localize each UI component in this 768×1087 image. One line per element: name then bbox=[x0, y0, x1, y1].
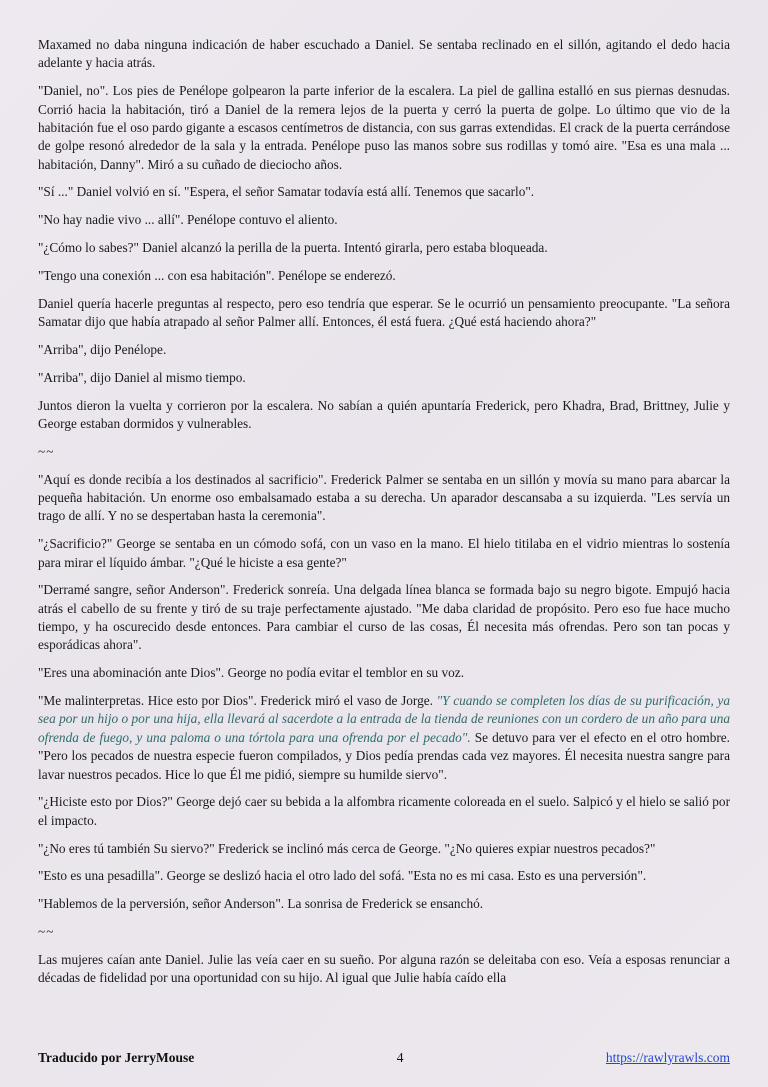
paragraph: "¿Cómo lo sabes?" Daniel alcanzó la perilla de la puerta. Intentó girarla, pero estaba bloqueada. bbox=[38, 240, 548, 256]
scene-separator: ~~ bbox=[38, 924, 55, 940]
paragraph: "Aquí es donde recibía a los destinados al sacrificio". Frederick Palmer se sentaba en un sillón y movía su mano para abarcar la pequeña habitación. Un enorme oso embalsamado estaba a su derecha. Un aparador descansaba a su izquierda. "Les servía un trago de allí. Y no se despertaban hasta la ceremonia". bbox=[38, 471, 730, 524]
paragraph: "¿No eres tú también Su siervo?" Frederick se inclinó más cerca de George. "¿No quieres expiar nuestros pecados?" bbox=[38, 840, 656, 856]
paragraph: "Eres una abominación ante Dios". George no podía evitar el temblor en su voz. bbox=[38, 665, 465, 681]
paragraph: "Derramé sangre, señor Anderson". Frederick sonreía. Una delgada línea blanca se formada bajo su negro bigote. Empujó hacia atrás el cabello de su frente y tiró de su traje perfectamente ajustado. "Me daba claridad de propósito. Pero eso fue hace mucho tiempo, y ha oscurecido desde entonces. Para cambiar el curso de las cosas, Él necesita más ofrendas. Pero son tan pocas y esporádicas ahora". bbox=[38, 582, 730, 653]
paragraph: Juntos dieron la vuelta y corrieron por la escalera. No sabían a quién apuntaría Frederick, pero Khadra, Brad, Brittney, Julie y George estaban dormidos y vulnerables. bbox=[38, 397, 730, 431]
paragraph: "Arriba", dijo Daniel al mismo tiempo. bbox=[38, 369, 246, 385]
paragraph-tail: Se detuvo para ver el efecto en el otro hombre. "Pero los pecados de nuestra especie fueron compilados, y Dios pedía prendas cada vez mayores. Él necesita nuestra sangre para lavar nuestros pecados. Hice lo que Él me pidió, siempre su humilde siervo". bbox=[38, 729, 731, 782]
website-link[interactable]: https://rawlyrawls.com bbox=[605, 1050, 730, 1065]
scene-separator: ~~ bbox=[38, 443, 55, 459]
paragraph: "Sí ..." Daniel volvió en sí. "Espera, el señor Samatar todavía está allí. Tenemos que sacarlo". bbox=[38, 184, 535, 200]
paragraph: "No hay nadie vivo ... allí". Penélope contuvo el aliento. bbox=[38, 212, 338, 228]
page-content bbox=[38, 36, 730, 988]
paragraph: "Daniel, no". Los pies de Penélope golpearon la parte inferior de la escalera. La piel de gallina estalló en sus piernas desnudas. Corrió hacia la habitación, tiró a Daniel de la remera lejos de la puerta y cerró la puerta de golpe. Lo último que vio de la habitación fue el oso pardo gigante a escasos centímetros de distancia, con sus garras extendidas. El crack de la puerta cerrándose de golpe resonó alrededor de la sala y la entrada. Penélope puso las manos sobre sus rodillas y tomó aire. "Esa es una mala ... habitación, Danny". Miró a su cuñado de dieciocho años. bbox=[38, 83, 730, 172]
page-footer bbox=[38, 1047, 730, 1069]
paragraph: "Arriba", dijo Penélope. bbox=[38, 341, 167, 357]
paragraph: Las mujeres caían ante Daniel. Julie las veía caer en su sueño. Por alguna razón se deleitaba con eso. Veía a esposas renunciar a décadas de fidelidad por una oportunidad con su hijo. Al igual que Julie había caído ella bbox=[38, 951, 730, 986]
page-number: 4 bbox=[396, 1050, 404, 1065]
paragraph: "Hablemos de la perversión, señor Anderson". La sonrisa de Frederick se ensanchó. bbox=[38, 896, 484, 912]
translator-credit: Traducido por JerryMouse bbox=[38, 1050, 195, 1065]
paragraph: "¿Hiciste esto por Dios?" George dejó caer su bebida a la alfombra ricamente coloreada en el suelo. Salpicó y el hielo se salió por el impacto. bbox=[38, 794, 730, 828]
paragraph-lead: "Me malinterpretas. Hice esto por Dios". Frederick miró el vaso de Jorge. bbox=[38, 693, 437, 709]
paragraph: "¿Sacrificio?" George se sentaba en un cómodo sofá, con un vaso en la mano. El hielo titilaba en el vidrio mientras lo sostenía para mirar el líquido ámbar. "¿Qué le hiciste a esa gente?" bbox=[38, 536, 730, 570]
paragraph: "Esto es una pesadilla". George se deslizó hacia el otro lado del sofá. "Esta no es mi casa. Esto es una perversión". bbox=[38, 868, 647, 884]
paragraph: "Tengo una conexión ... con esa habitación". Penélope se enderezó. bbox=[38, 267, 396, 283]
paragraph-with-scripture bbox=[38, 692, 730, 784]
paragraph: Daniel quería hacerle preguntas al respecto, pero eso tendría que esperar. Se le ocurrió un pensamiento preocupante. "La señora Samatar dijo que había atrapado al señor Palmer allí. Entonces, él está fuera. ¿Qué está haciendo ahora?" bbox=[38, 295, 730, 330]
scripture-quote: "Y cuando se completen los días de su purificación, ya sea por un hijo o por una hija, ella llevará al sacerdote a la entrada de la tienda de reuniones con un cordero de un año para una ofrenda de fuego, y una paloma o una tórtola para una ofrenda por el pecado". bbox=[38, 693, 730, 745]
paragraph: Maxamed no daba ninguna indicación de haber escuchado a Daniel. Se sentaba reclinado en el sillón, agitando el dedo hacia adelante y hacia atrás. bbox=[38, 37, 730, 71]
